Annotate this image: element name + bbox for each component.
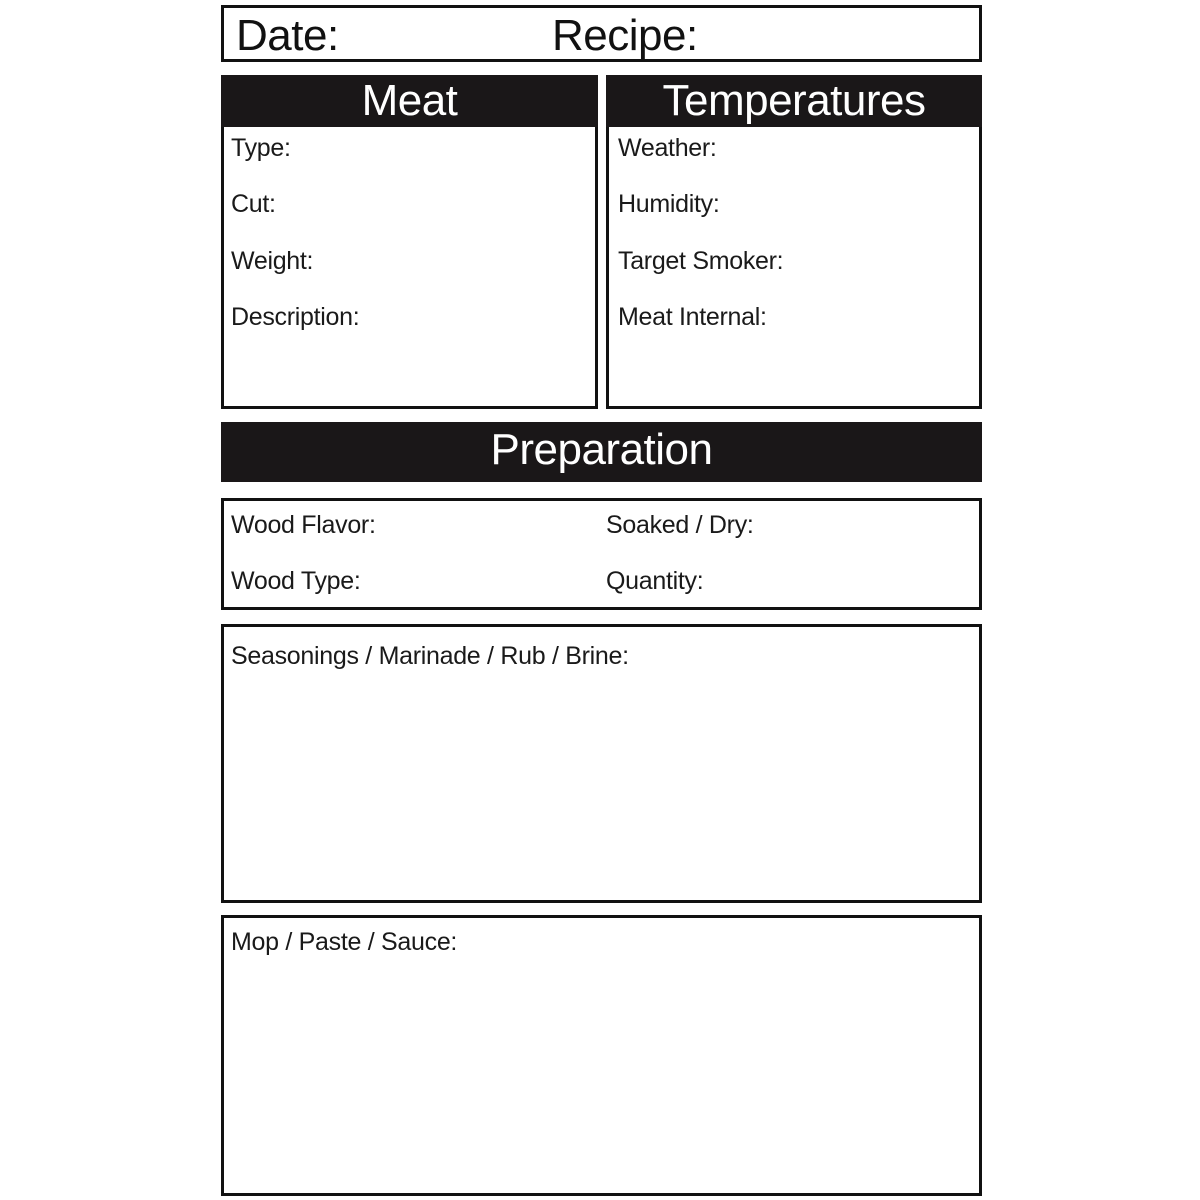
wood-flavor-field[interactable] — [384, 507, 594, 547]
quantity-label: Quantity: — [606, 567, 704, 595]
weather-field[interactable] — [724, 130, 969, 170]
quantity-field[interactable] — [714, 563, 974, 603]
meat-description-field[interactable] — [374, 299, 584, 399]
humidity-field[interactable] — [729, 186, 969, 226]
meat-header — [221, 75, 598, 127]
target-smoker-label: Target Smoker: — [618, 247, 784, 275]
preparation-header — [221, 422, 982, 482]
mop-box — [221, 915, 982, 1196]
seasonings-box — [221, 624, 982, 903]
soaked-dry-label: Soaked / Dry: — [606, 511, 754, 539]
recipe-label: Recipe: — [552, 11, 698, 60]
wood-box — [221, 498, 982, 610]
wood-type-field[interactable] — [369, 563, 594, 603]
meat-internal-label: Meat Internal: — [618, 303, 767, 331]
recipe-field[interactable] — [704, 11, 974, 57]
meat-weight-label: Weight: — [231, 247, 314, 275]
temperatures-title: Temperatures — [662, 76, 926, 125]
humidity-label: Humidity: — [618, 190, 720, 218]
target-smoker-field[interactable] — [794, 243, 969, 283]
date-field[interactable] — [344, 11, 544, 57]
date-recipe-box — [221, 5, 982, 62]
meat-description-label: Description: — [231, 303, 360, 331]
meat-type-label: Type: — [231, 134, 291, 162]
wood-flavor-label: Wood Flavor: — [231, 511, 376, 539]
mop-label: Mop / Paste / Sauce: — [231, 928, 458, 956]
meat-cut-field[interactable] — [294, 186, 584, 226]
meat-type-field[interactable] — [304, 130, 584, 170]
meat-cut-label: Cut: — [231, 190, 276, 218]
temperatures-section — [606, 75, 982, 409]
date-label: Date: — [236, 11, 339, 60]
soaked-dry-field[interactable] — [764, 507, 974, 547]
seasonings-label: Seasonings / Marinade / Rub / Brine: — [231, 642, 629, 670]
temperatures-header — [606, 75, 982, 127]
meat-section — [221, 75, 598, 409]
seasonings-field[interactable] — [229, 677, 974, 895]
meat-internal-field[interactable] — [779, 299, 969, 399]
wood-type-label: Wood Type: — [231, 567, 361, 595]
meat-weight-field[interactable] — [324, 243, 584, 283]
preparation-title: Preparation — [490, 425, 713, 474]
mop-field[interactable] — [229, 963, 974, 1188]
weather-label: Weather: — [618, 134, 717, 162]
meat-title: Meat — [361, 76, 458, 125]
